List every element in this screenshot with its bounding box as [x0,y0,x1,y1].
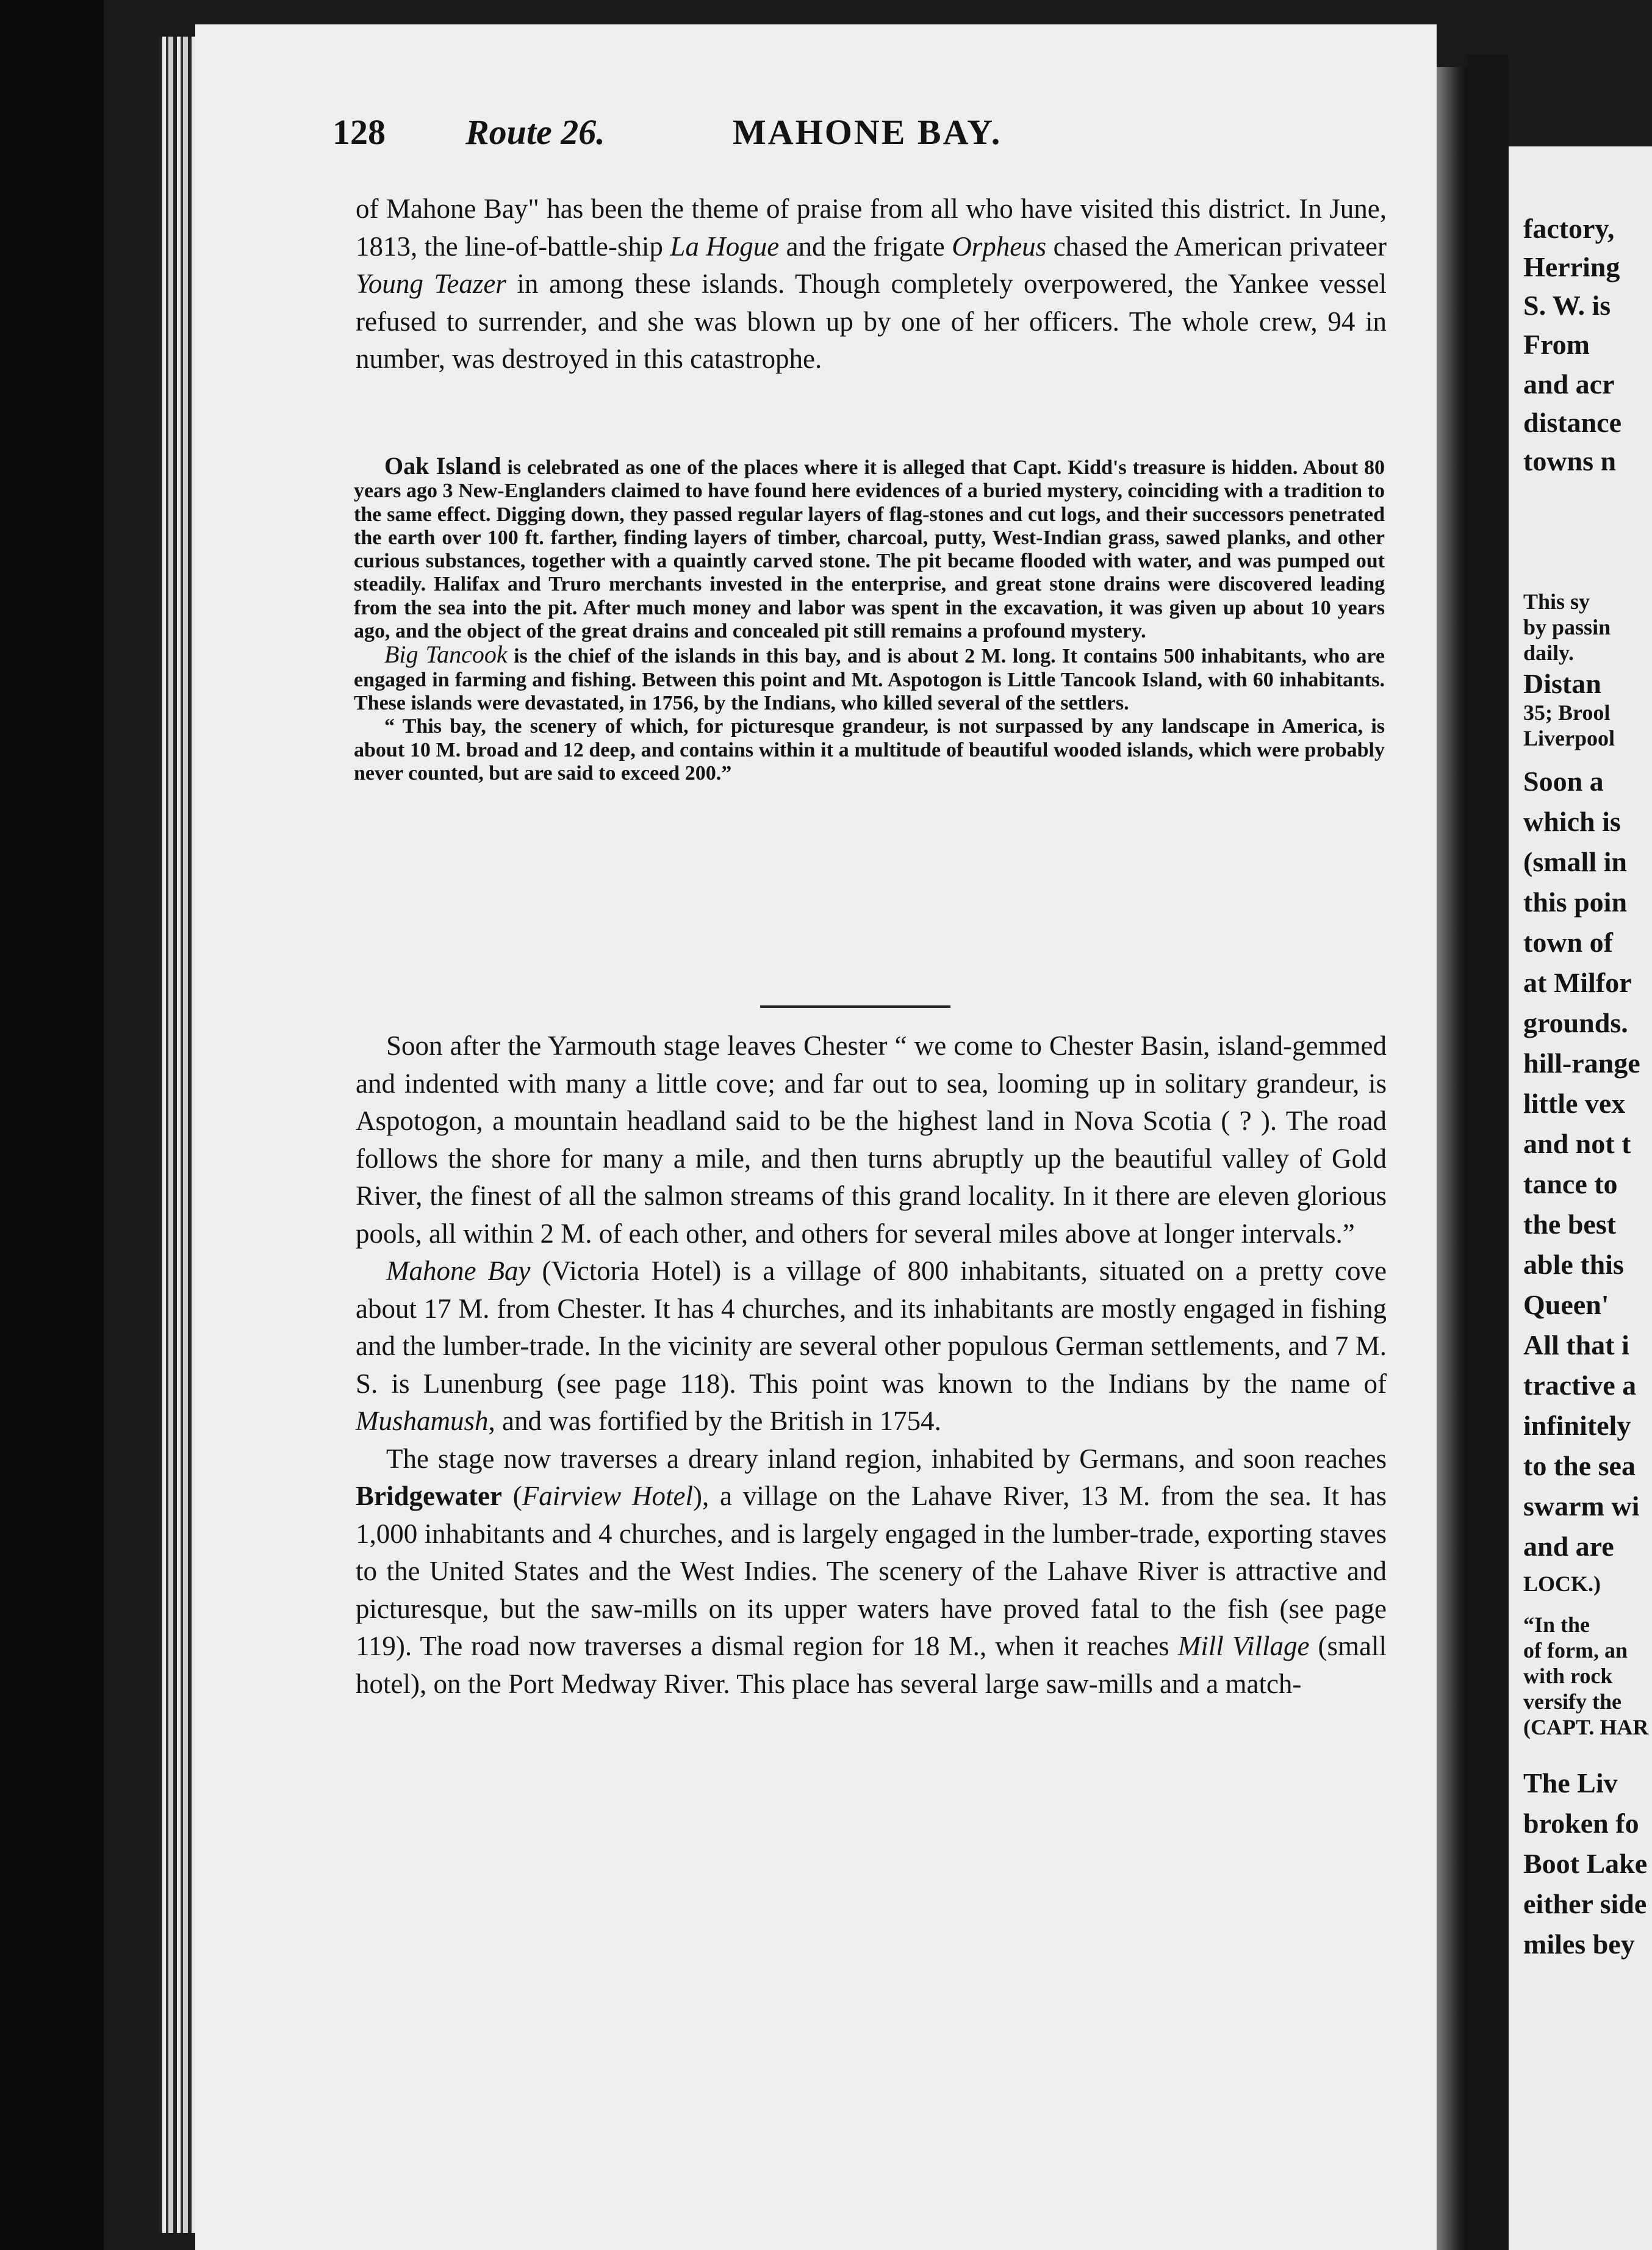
facing-line: at Milfor [1523,967,1632,998]
text-run: ( [501,1481,522,1511]
section-divider [760,1005,950,1008]
mahone-bay-heading: Mahone Bay [386,1256,531,1286]
facing-line: little vex [1523,1088,1626,1119]
text-run: (small hotel), on the Port Medway River. This place has several large saw-mills and a match- [356,1631,1387,1699]
facing-line: and are [1523,1531,1614,1562]
facing-line: this poin [1523,886,1628,918]
facing-line: which is [1523,806,1621,837]
text-run: of Mahone Bay" has been the theme of praise from all who have visited this district. In June, 1813, the line-of-battle-ship [356,193,1387,262]
facing-line: swarm wi [1523,1490,1640,1522]
facing-line: Soon a [1523,766,1604,797]
facing-line: daily. [1523,641,1575,665]
facing-line: miles bey [1523,1928,1635,1960]
facing-page-fragment [1509,146,1652,2250]
text-run: chased the American privateer [1046,231,1387,262]
facing-line: of form, an [1523,1638,1628,1662]
bay-quote: “ This bay, the scenery of which, for picturesque grandeur, is not surpassed by any landscape in America, is about 10 M. broad and 12 deep, and contains within it a multitude of beautiful wooded islands, which were probably never counted, but are said to exceed 200.” [354,715,1385,785]
fine-print-notes [354,452,1385,785]
facing-line: towns n [1523,445,1617,476]
page-edge-shadow [1437,67,1467,2250]
facing-line: tance to [1523,1168,1618,1199]
facing-line: (small in [1523,846,1627,877]
facing-line: This sy [1523,589,1590,614]
ship-name: La Hogue [670,231,780,262]
place-name: Mill Village [1177,1631,1310,1661]
text-run: and the frigate [779,231,952,262]
chester-paragraph: Soon after the Yarmouth stage leaves Chester “ we come to Chester Basin, island-gemmed and indented with many a little cove; and far out to sea, looming up in solitary grandeur, is Aspotogon, a mountain headland said to be the highest land in Nova Scotia ( ? ). The road follows the shore for many a mile, and then turns abruptly up the beautiful valley of Gold River, the finest of all the salmon streams of this grand locality. In it there are eleven glorious pools, all within 2 M. of each other, and others for several miles above at longer intervals.” [356,1030,1387,1249]
facing-line: 35; Brool [1523,700,1611,725]
facing-line: Herring [1523,251,1620,282]
main-text-block [356,1027,1387,1703]
facing-line: All that i [1523,1329,1629,1360]
mahone-bay-paragraph [356,1253,1387,1440]
oak-island-note [354,452,1385,643]
text-run: ), a village on the Lahave River, 13 M. from the sea. It has 1,000 inhabitants and 4 churches, and is largely engaged in the lumber-trade, exporting staves to the United States and the West Indies. The scenery of the Lahave River is attractive and picturesque, but the saw-mills on its upper waters have proved fatal to the fish (see page 119). The road now traverses a dismal region for 18 M., when it reaches [356,1481,1387,1661]
facing-line: From [1523,329,1590,360]
book-gutter [1467,55,1509,2250]
facing-line: town of [1523,927,1613,958]
book-binding-stripes [159,37,195,2233]
facing-line: versify the [1523,1689,1621,1714]
facing-line: Liverpool [1523,726,1615,750]
page-number: 128 [332,112,386,152]
facing-line: and acr [1523,368,1615,400]
opening-paragraph-block [356,190,1387,378]
place-name: Mushamush [356,1406,489,1436]
opening-paragraph [356,190,1387,378]
facing-line: with rock [1523,1664,1613,1688]
oak-island-text: is celebrated as one of the places where it is alleged that Capt. Kidd's treasure is hidden. About 80 years ago 3 New-Englanders claimed to have found here evidences of a buried mystery, coinciding with a tradition to the same effect. Digging down, they passed regular layers of flag-stones and cut logs, and their successors penetrated the earth over 100 ft. farther, finding layers of timber, charcoal, putty, West-Indian grass, sawed planks, and other curious substances, together with a quaintly carved stone. The pit became flooded with water, and was pumped out steadily. Halifax and Truro merchants invested in the enterprise, and great stone drains were discovered leading from the sea into the pit. After much money and labor was spent in the excavation, it was given up about 10 years ago, and the object of the great drains and concealed pit still remains a profound mystery. [354,456,1385,643]
text-run: in among these islands. Though completely overpowered, the Yankee vessel refused to surrender, and she was blown up by one of her officers. The whole crew, 94 in number, was destroyed in this catastrophe. [356,268,1387,374]
ship-name: Orpheus [952,231,1047,262]
facing-line: tractive a [1523,1370,1637,1401]
scan-left-edge [0,0,104,2250]
facing-line: hill-range [1523,1048,1640,1079]
facing-line: Boot Lake [1523,1848,1648,1879]
facing-line: grounds. [1523,1007,1628,1038]
facing-line: The Liv [1523,1767,1618,1799]
ship-name: Young Teazer [356,268,506,299]
facing-line: Queen' [1523,1289,1609,1320]
facing-line: (CAPT. HAR [1523,1715,1649,1739]
facing-line: factory, [1523,213,1615,244]
bridgewater-paragraph [356,1440,1387,1703]
route-label: Route 26. [465,112,605,152]
text-run: The stage now traverses a dreary inland region, inhabited by Germans, and soon reaches [386,1443,1387,1474]
text-run: , and was fortified by the British in 1754. [488,1406,941,1436]
facing-line: by passin [1523,615,1611,639]
facing-line: infinitely [1523,1410,1631,1441]
tancook-text: is the chief of the islands in this bay, and is about 2 M. long. It contains 500 inhabitants, who are engaged in farming and fishing. Between this point and Mt. Aspotogon is Little Tancook Island, with 60 inhabitants. These islands were devastated, in 1756, by the Indians, who killed several of the settlers. [354,645,1385,714]
page-title: MAHONE BAY. [733,112,1002,152]
facing-line: to the sea [1523,1450,1636,1481]
bridgewater-heading: Bridgewater [356,1481,502,1511]
facing-line: S. W. is [1523,290,1611,321]
facing-line: able this [1523,1249,1624,1280]
tancook-note [354,643,1385,715]
facing-line: LOCK.) [1523,1572,1601,1596]
running-head [332,112,1004,154]
facing-line: and not t [1523,1128,1631,1159]
tancook-heading: Big Tancook [384,641,508,669]
facing-line: the best [1523,1209,1617,1240]
text-run: (Victoria Hotel) is a village of 800 inhabitants, situated on a pretty cove about 17 M. from Chester. It has 4 churches, and its inhabitants are mostly engaged in fishing and the lumber-trade. In the vicinity are several other populous German settlements, and 7 M. S. is Lunenburg (see page 118). This point was known to the Indians by the name of [356,1256,1387,1399]
facing-line: distance [1523,407,1621,438]
facing-line: broken fo [1523,1808,1639,1839]
oak-island-heading: Oak Island [384,452,501,480]
facing-line: Distan [1523,668,1601,699]
facing-line: “In the [1523,1612,1590,1637]
hotel-name: Fairview Hotel [522,1481,693,1511]
facing-line: either side [1523,1888,1647,1919]
